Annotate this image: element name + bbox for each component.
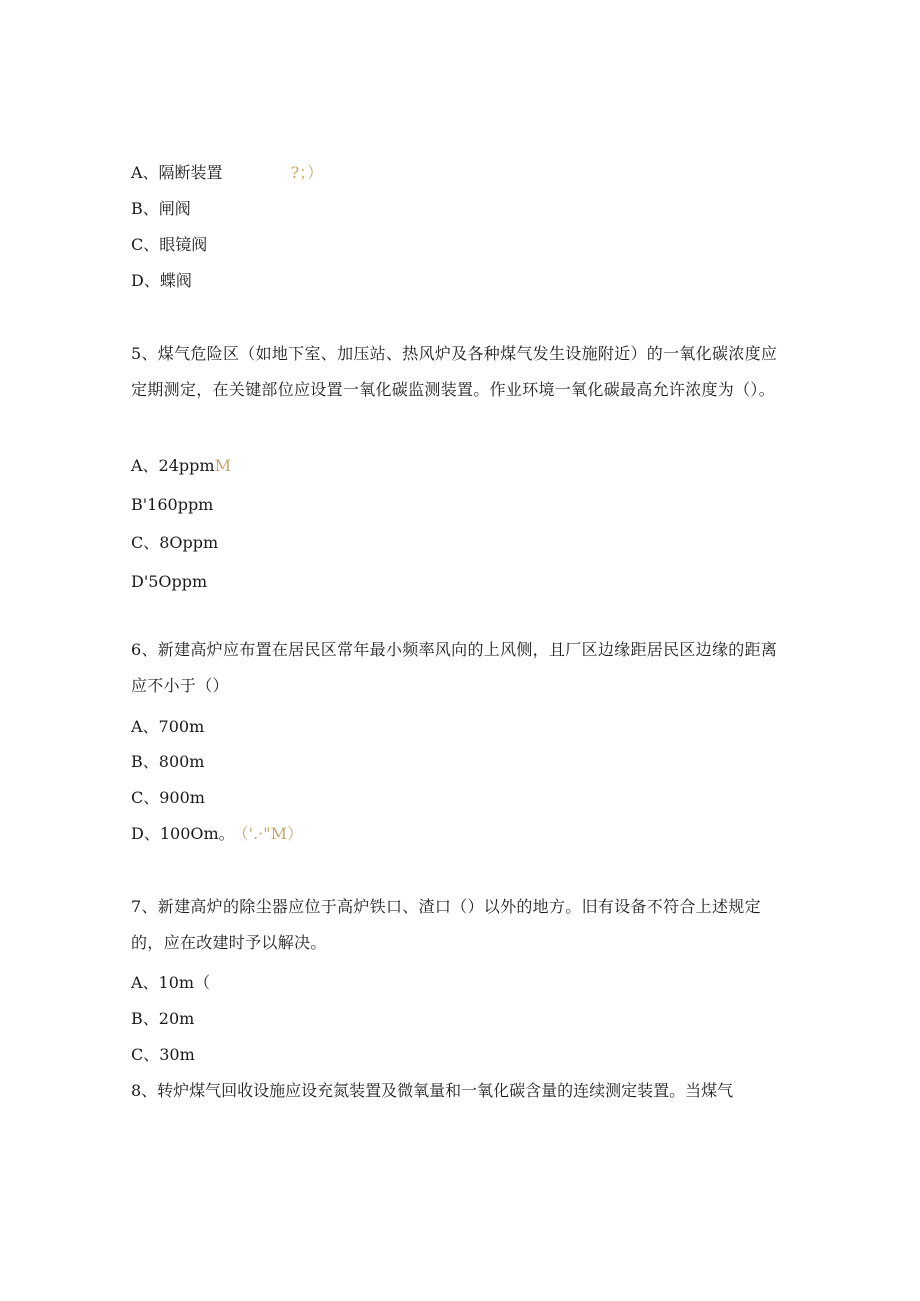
q4-option-c: C、眼镜阀 bbox=[131, 235, 208, 254]
q6-option-d bbox=[131, 824, 303, 844]
q5-option-a bbox=[131, 456, 231, 476]
q7-option-c: C、30m bbox=[131, 1045, 195, 1064]
q7-option-b: B、20m bbox=[131, 1009, 195, 1028]
q7-option-a: A、10m（ bbox=[131, 973, 211, 992]
q5-option-a-text: A、24ppm bbox=[131, 456, 215, 475]
q6-option-a: A、700m bbox=[131, 717, 205, 736]
q5-option-b: B'160ppm bbox=[131, 495, 214, 514]
q5-option-c: C、8Oppm bbox=[131, 533, 219, 552]
q4-option-b: B、闸阀 bbox=[131, 199, 191, 218]
q6-option-c: C、900m bbox=[131, 788, 205, 807]
q7-stem: 7、新建高炉的除尘器应位于高炉铁口、渣口（）以外的地方。旧有设备不符合上述规定的，应在改建时予以解决。 bbox=[131, 897, 761, 952]
q6-option-b: B、800m bbox=[131, 752, 205, 771]
q6-stem: 6、新建高炉应布置在居民区常年最小频率风向的上风侧，且厂区边缘距居民区边缘的距离应不小于（） bbox=[131, 640, 778, 695]
q5-stem: 5、煤气危险区（如地下室、加压站、热风炉及各种煤气发生设施附近）的一氧化碳浓度应定期测定，在关键部位应设置一氧化碳监测装置。作业环境一氧化碳最高允许浓度为（）。 bbox=[131, 344, 778, 399]
q5-option-a-mark: M bbox=[214, 456, 231, 475]
q6-option-d-text: D、100Om。 bbox=[131, 824, 235, 843]
q4-option-a bbox=[131, 163, 323, 183]
q6-option-d-mark: （'.·"M） bbox=[240, 824, 303, 843]
q4-option-a-mark: ?；） bbox=[290, 163, 324, 182]
q4-option-a-text: A、隔断装置 bbox=[131, 163, 223, 182]
q5-option-d: D'5Oppm bbox=[131, 572, 208, 591]
q4-option-d: D、蝶阀 bbox=[131, 271, 192, 290]
q8-stem: 8、转炉煤气回收设施应设充氮装置及微氧量和一氧化碳含量的连续测定装置。当煤气 bbox=[131, 1081, 734, 1100]
